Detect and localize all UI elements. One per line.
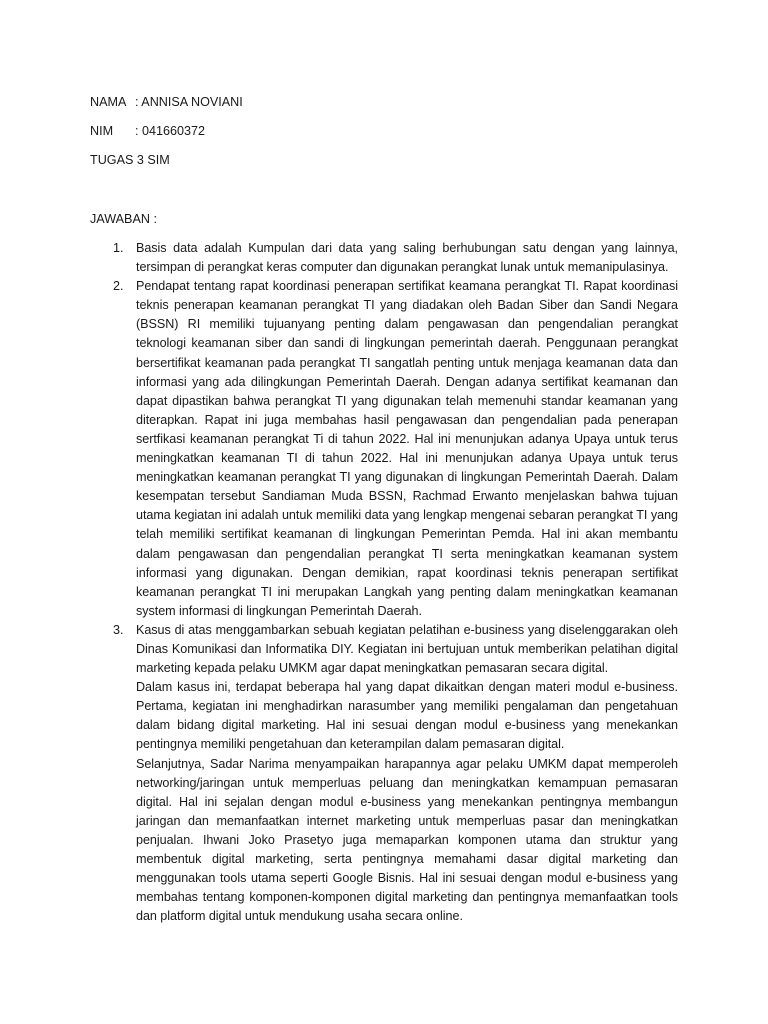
answer-paragraph: Pendapat tentang rapat koordinasi penerapan sertifikat keamana perangkat TI. Rapat koordinasi teknis penerapan keamanan perangkat TI yang diadakan oleh Badan Siber dan Sandi Negara (BSSN) RI memiliki tujuanyang penting dalam pengawasan dan pengendalian perangkat teknologi keamanan siber dan sandi di lingkungan pemerintah daerah. Penggunaan perangkat bersertifikat keamanan pada perangkat TI sangatlah penting untuk menjaga keamanan data dan informasi yang ada dilingkungan Pemerintah Daerah. Dengan adanya sertifikat keamanan dan dapat dipastikan bahwa perangkat TI yang digunakan telah memenuhi standar keamanan yang diterapkan. Rapat ini juga membahas hasil pengawasan dan pengendalian pada penerapan sertfikasi keamanan perangkat Ti di tahun 2022. Hal ini menunjukan adanya Upaya untuk terus meningkatkan keamanan TI di tahun 2022. Hal ini menunjukan adanya Upaya untuk terus meningkatkan keamanan perangkat TI yang digunakan di lingkungan Pemerintah Daerah. Dalam kesempatan tersebut Sandiaman Muda BSSN, Rachmad Erwanto menjelaskan bahwa tujuan utama kegiatan ini adalah untuk memiliki data yang lengkap mengenai sebaran perangkat TI yang telah memiliki sertifikat keamanan di lingkungan Pemerintan Pemda. Hal ini akan membantu dalam pengawasan dan pengendalian perangkat TI serta meningkatkan keamanan system informasi yang digunakan. Dengan demikian, rapat koordinasi teknis penerapan sertifikat keamanan perangkat TI ini merupakan Langkah yang penting dalam meningkatkan keamanan system informasi di lingkungan Pemerintah Daerah. [136,279,678,618]
answer-item-1 [113,239,678,277]
nama-value: : ANNISA NOVIANI [135,95,243,109]
nim-line [90,122,205,140]
answer-number: 2. [113,279,124,294]
answer-paragraph: Kasus di atas menggambarkan sebuah kegiatan pelatihan e-business yang diselenggarakan oleh Dinas Komunikasi dan Informatika DIY. Kegiatan ini bertujuan untuk memberikan pelatihan digital marketing kepada pelaku UMKM agar dapat meningkatkan pemasaran secara digital. [136,622,678,676]
answer-paragraph: Selanjutnya, Sadar Narima menyampaikan harapannya agar pelaku UMKM dapat memperoleh networking/jaringan untuk memperluas peluang dan meningkatkan kemampuan pemasaran digital. Hal ini sejalan dengan modul e-business yang menekankan pentingnya membangun jaringan dan memanfaatkan internet marketing untuk memperluas pasar dan meningkatkan penjualan. Ihwani Joko Prasetyo juga memaparkan komponen utama dan struktur yang membentuk digital marketing, serta pentingnya memahami dasar digital marketing dan menggunakan tools utama seperti Google Bisnis. Hal ini sesuai dengan modul e-business yang membahas tentang komponen-komponen digital marketing dan pentingnya memanfaatkan tools dan platform digital untuk mendukung usaha secara online. [136,756,678,924]
nama-line [90,93,243,111]
nim-label: NIM [90,124,114,138]
nama-label: NAMA [90,95,127,109]
answer-number: 1. [113,241,124,255]
nim-value: : 041660372 [135,124,206,138]
answer-number: 3. [113,622,124,637]
answer-paragraph: Dalam kasus ini, terdapat beberapa hal yang dapat dikaitkan dengan materi modul e-business. Pertama, kegiatan ini menghadirkan narasumber yang memiliki pengalaman dan pengetahuan dalam bidang digital marketing. Hal ini sesuai dengan modul e-business yang menekankan pentingnya memiliki pengetahuan dan keterampilan dalam pemasaran digital. [136,680,678,752]
answer-item-3 [113,621,678,927]
assignment-title: TUGAS 3 SIM [90,153,170,167]
answer-item-2 [113,277,678,621]
answer-list [90,239,678,926]
answer-paragraph: Basis data adalah Kumpulan dari data yang saling berhubungan satu dengan yang lainnya, tersimpan di perangkat keras computer dan digunakan perangkat lunak untuk memanipulasinya. [136,241,678,275]
jawaban-label: JAWABAN : [90,212,157,226]
